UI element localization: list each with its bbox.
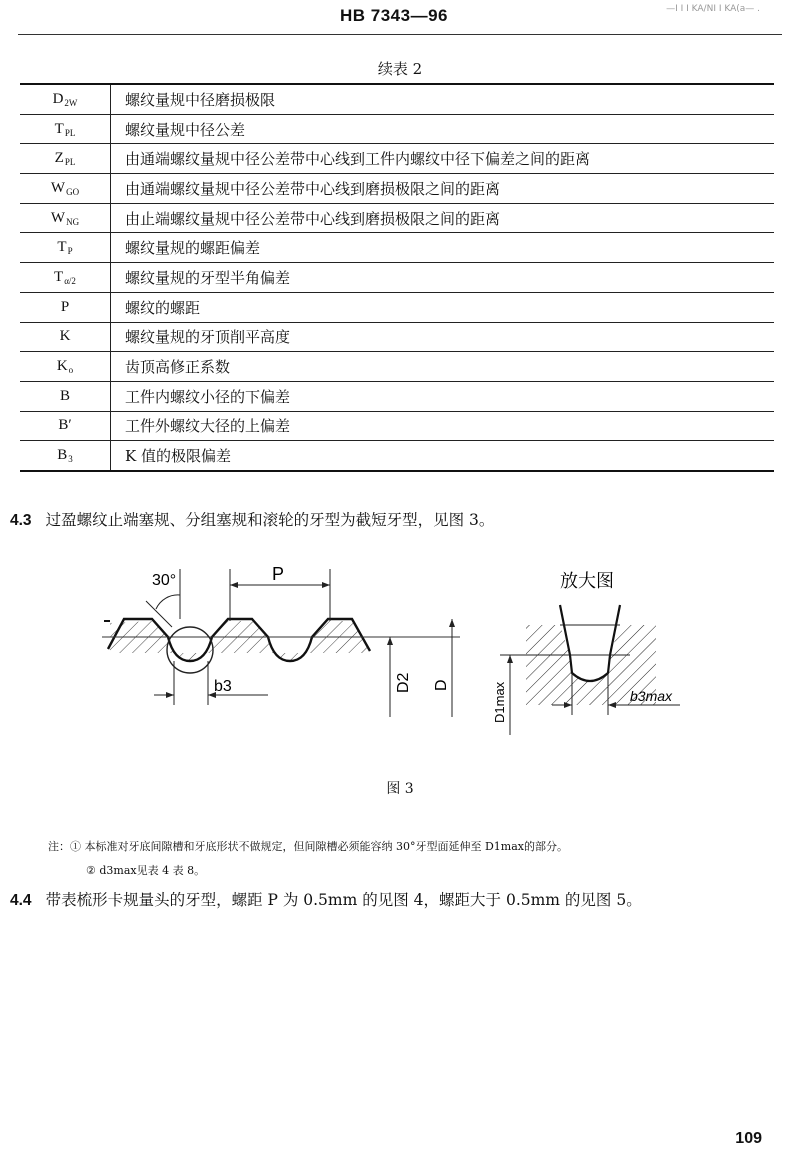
pitch-label: P: [272, 564, 285, 584]
symbol-text: W: [50, 209, 66, 226]
clause-text: 带表梳形卡规量头的牙型，螺距 P 为 0.5mm 的见图 4，螺距大于 0.5mm 的见图 5。: [45, 891, 642, 909]
description-cell: 螺纹量规中径磨损极限: [125, 90, 276, 109]
d-label: D: [433, 679, 450, 691]
description-cell: 螺纹量规的牙顶削平高度: [111, 322, 775, 352]
hatch-area: [110, 621, 370, 661]
description-cell: 螺纹的螺距: [111, 292, 775, 322]
description-cell: 由通端螺纹量规中径公差带中心线到磨损极限之间的距离: [111, 174, 775, 204]
note-2: ② d3max见表 4 表 8。: [86, 864, 206, 877]
d1max-label: D1max: [492, 681, 507, 723]
table-row: [20, 352, 774, 382]
figure-3: [90, 555, 710, 765]
symbol-subscript: o: [68, 365, 74, 376]
clause-4-3: [10, 508, 494, 530]
symbol-cell: [20, 203, 111, 233]
symbol-text: D: [52, 90, 64, 107]
corner-mark: —I I I KA/NI I KA(a— .: [666, 4, 760, 14]
description-cell: 螺纹量规的螺距偏差: [111, 233, 775, 263]
page-header: [0, 4, 800, 34]
description-cell: K 值的极限偏差: [111, 441, 775, 471]
symbol-cell: [20, 84, 111, 114]
enlarged-view: [492, 571, 680, 735]
symbol-text: K: [59, 328, 71, 345]
angle-label: 30°: [152, 572, 177, 589]
table-row: [20, 381, 774, 411]
table-row: [20, 144, 774, 174]
symbol-text: T: [57, 239, 67, 256]
symbol-text: B: [59, 387, 70, 404]
symbol-subscript: PL: [64, 127, 76, 138]
symbol-text: W: [50, 179, 66, 196]
symbol-cell: [20, 263, 111, 293]
description-cell: 工件内螺纹小径的下偏差: [111, 381, 775, 411]
b3-label: b3: [214, 678, 232, 695]
symbol-cell: [20, 322, 111, 352]
symbol-text: Z: [54, 150, 64, 167]
table-row: [20, 174, 774, 204]
symbol-cell: [20, 441, 111, 471]
description-cell: 由通端螺纹量规中径公差带中心线到工件内螺纹中径下偏差之间的距离: [111, 144, 775, 174]
header-rule: [18, 34, 782, 35]
b3max-label: b3max: [630, 688, 673, 704]
d2-label: D2: [395, 672, 412, 693]
note-1: 注：① 本标准对牙底间隙槽和牙底形状不做规定，但间隙槽必须能容纳 30°牙型面延伸至 D1max的部分。: [48, 840, 568, 853]
table-row: [20, 322, 774, 352]
symbol-cell: [20, 233, 111, 263]
symbol-cell: [20, 352, 111, 382]
table-row: [20, 411, 774, 441]
symbol-text: T: [54, 268, 64, 285]
enlarged-title: 放大图: [560, 571, 614, 592]
description-cell: 由止端螺纹量规中径公差带中心线到磨损极限之间的距离: [111, 203, 775, 233]
symbol-text: K: [56, 358, 68, 375]
standard-number: HB 7343—96: [340, 6, 449, 25]
figure-caption: 图 3: [386, 781, 414, 797]
symbol-cell: [20, 144, 111, 174]
symbol-subscript: α/2: [64, 275, 76, 286]
clause-4-4: [10, 888, 642, 910]
description-cell: 螺纹量规的牙型半角偏差: [111, 263, 775, 293]
table-caption: 续表 2: [377, 60, 423, 78]
symbol-table: [20, 83, 774, 472]
symbol-cell: [20, 174, 111, 204]
symbol-cell: [20, 114, 111, 144]
clause-text: 过盈螺纹止端塞规、分组塞规和滚轮的牙型为截短牙型，见图 3。: [45, 511, 495, 529]
table-row: [20, 203, 774, 233]
table-row: [20, 292, 774, 322]
symbol-text: T: [54, 120, 64, 137]
description-cell: 工件外螺纹大径的上偏差: [111, 411, 775, 441]
table-row: [20, 233, 774, 263]
description-cell: 齿顶高修正系数: [111, 352, 775, 382]
symbol-text: B′: [58, 417, 72, 434]
symbol-cell: [20, 292, 111, 322]
table-row: [20, 263, 774, 293]
table-row: [20, 441, 774, 471]
symbol-cell: [20, 381, 111, 411]
symbol-cell: [20, 411, 111, 441]
symbol-subscript: GO: [66, 186, 80, 197]
clause-number: 4.4: [10, 892, 32, 909]
clause-number: 4.3: [10, 512, 32, 529]
symbol-subscript: 2W: [64, 97, 78, 108]
symbol-subscript: P: [67, 246, 73, 257]
symbol-subscript: NG: [66, 216, 80, 227]
page-number: 109: [735, 1130, 762, 1147]
table-row: [20, 84, 774, 114]
description-cell: 螺纹量规中径公差: [111, 114, 775, 144]
symbol-text: B: [57, 447, 68, 464]
symbol-text: P: [60, 298, 70, 315]
symbol-subscript: 3: [68, 454, 73, 465]
table-row: [20, 114, 774, 144]
symbol-subscript: PL: [64, 157, 76, 168]
